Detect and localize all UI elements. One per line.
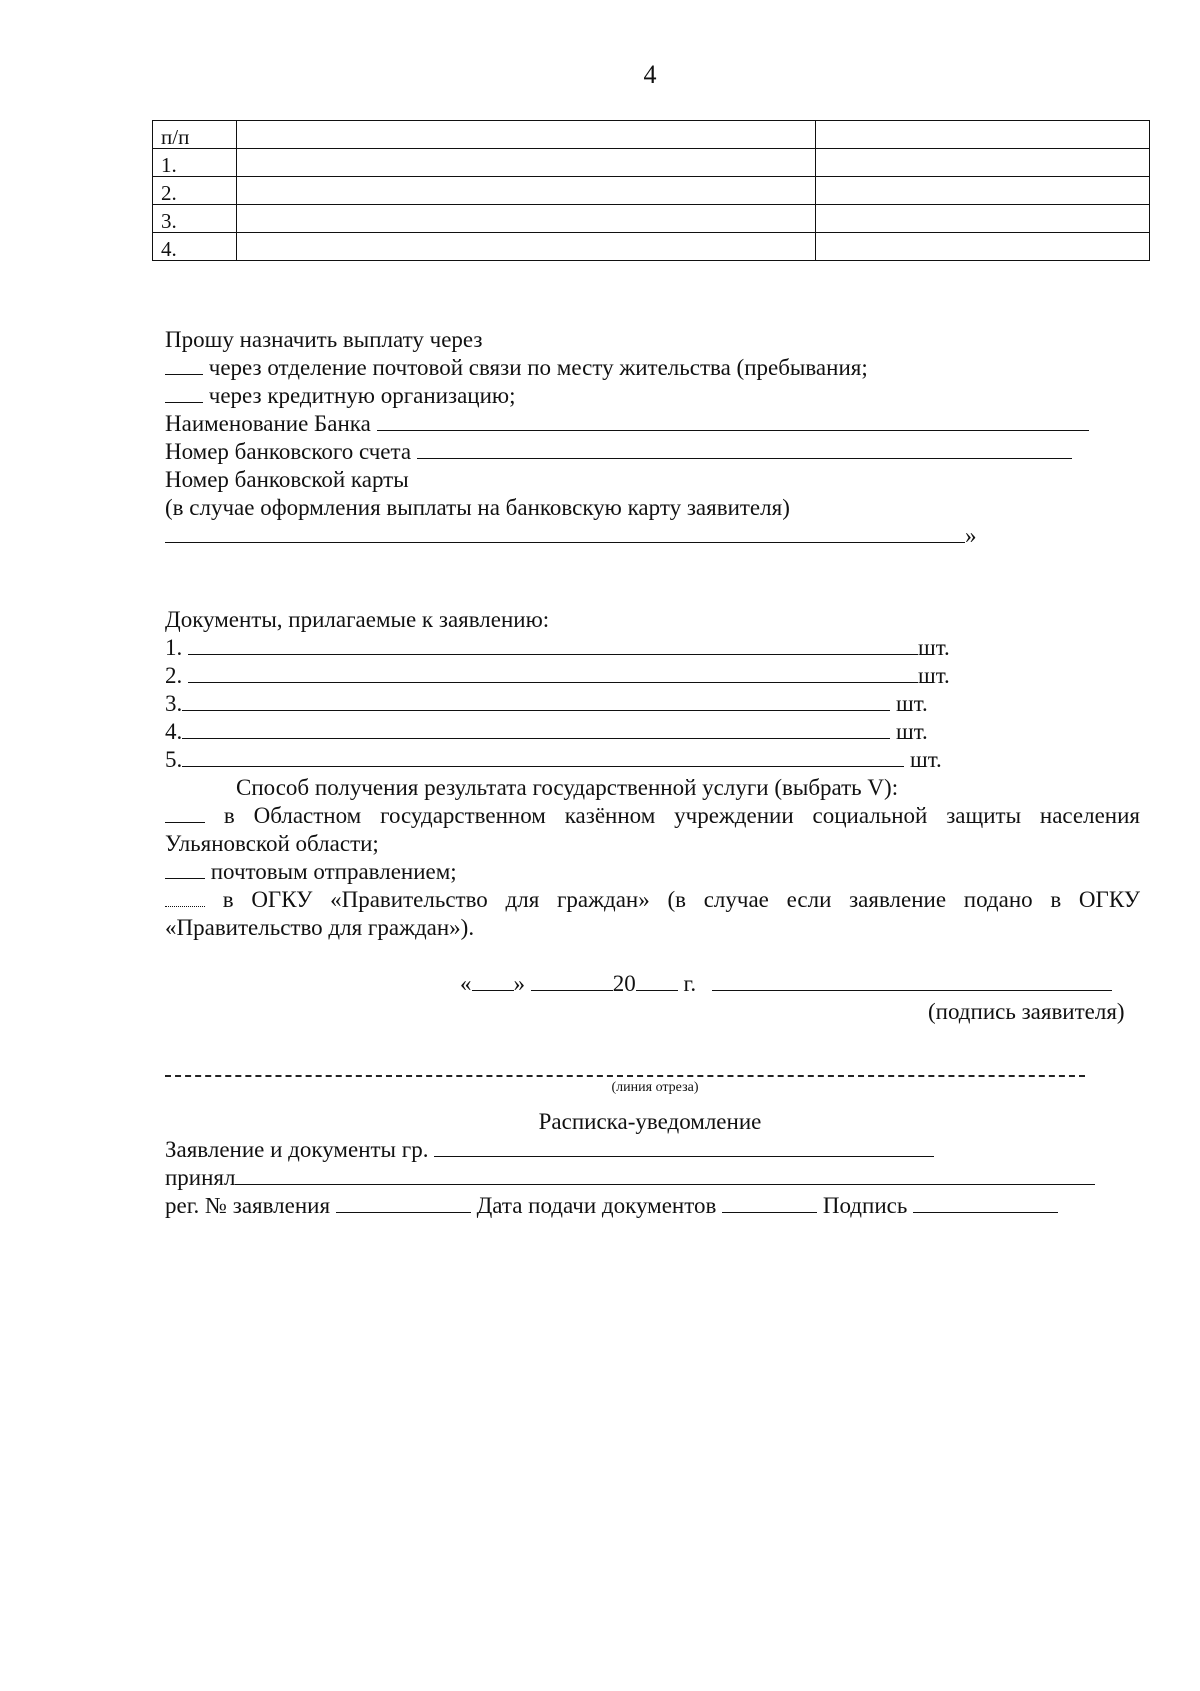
bank-card-note: (в случае оформления выплаты на банковскую карту заявителя) <box>165 495 790 520</box>
table-row <box>153 149 1150 177</box>
receipt-reg-field[interactable] <box>336 1192 471 1213</box>
closing-quote: » <box>965 523 977 548</box>
table-cell[interactable] <box>237 233 816 261</box>
applicants-table <box>152 120 1150 261</box>
payment-credit-checkbox[interactable] <box>165 382 203 403</box>
payment-option-credit <box>165 382 515 410</box>
result-option-ogku <box>165 886 1140 942</box>
result-option-office <box>165 802 1140 858</box>
year-prefix: 20 <box>612 971 636 996</box>
result-option-ogku-label: в ОГКУ «Правительство для граждан» (в случае если заявление подано в ОГКУ «Правительство для граждан»). <box>165 887 1141 940</box>
receipt-accepted-label: принял <box>165 1165 236 1190</box>
close-quote: » <box>513 971 525 996</box>
bank-card-label: Номер банковской карты <box>165 467 409 492</box>
table-cell[interactable] <box>816 233 1150 261</box>
payment-intro: Прошу назначить выплату через <box>165 327 483 352</box>
page-number: 4 <box>643 60 657 89</box>
result-option-mail <box>165 858 457 886</box>
bank-name-field[interactable] <box>377 410 1089 431</box>
table-row <box>153 177 1150 205</box>
receipt-date-field[interactable] <box>722 1192 817 1213</box>
receipt-title: Расписка-уведомление <box>538 1109 762 1134</box>
result-heading: Способ получения результата государственной услуги (выбрать V): <box>236 775 899 800</box>
receipt-reg-label: рег. № заявления <box>165 1193 331 1218</box>
table-cell[interactable] <box>237 177 816 205</box>
document-item-unit: шт. <box>910 747 942 772</box>
document-field[interactable] <box>182 746 904 767</box>
payment-post-checkbox[interactable] <box>165 354 203 375</box>
document-item <box>165 746 942 774</box>
receipt-accepted-row <box>165 1164 1095 1192</box>
bank-account-row <box>165 438 1072 466</box>
applicant-signature-field[interactable] <box>712 970 1112 991</box>
bank-name-row <box>165 410 1089 438</box>
document-item <box>165 662 950 690</box>
document-field[interactable] <box>188 662 918 683</box>
result-option-mail-label: почтовым отправлением; <box>210 859 457 884</box>
receipt-reg-row <box>165 1192 1058 1220</box>
month-field[interactable] <box>531 970 613 991</box>
receipt-sign-field[interactable] <box>913 1192 1058 1213</box>
open-quote: « <box>460 971 472 996</box>
table-cell-num: 3. <box>153 205 237 233</box>
bank-account-label: Номер банковского счета <box>165 439 412 464</box>
document-item-unit: шт. <box>896 691 928 716</box>
result-option-office-label: в Областном государственном казённом учреждении социальной защиты населения Ульяновской области; <box>165 803 1140 856</box>
document-item <box>165 718 928 746</box>
cut-line <box>165 1075 1085 1077</box>
receipt-statement-row <box>165 1136 934 1164</box>
bank-card-row <box>165 522 977 550</box>
document-field[interactable] <box>188 634 918 655</box>
table-cell[interactable] <box>816 149 1150 177</box>
day-field[interactable] <box>472 970 514 991</box>
receipt-sign-label: Подпись <box>822 1193 908 1218</box>
document-field[interactable] <box>182 718 890 739</box>
payment-option-post <box>165 354 868 382</box>
table-row <box>153 121 1150 149</box>
bank-card-field[interactable] <box>165 522 965 543</box>
table-cell-num: 4. <box>153 233 237 261</box>
bank-account-field[interactable] <box>417 438 1072 459</box>
table-cell[interactable] <box>816 205 1150 233</box>
table-cell[interactable] <box>816 121 1150 149</box>
document-item-unit: шт. <box>896 719 928 744</box>
receipt-date-label: Дата подачи документов <box>476 1193 717 1218</box>
document-item-unit: шт. <box>918 635 950 660</box>
table-row <box>153 205 1150 233</box>
year-field[interactable] <box>636 970 678 991</box>
table-cell[interactable] <box>237 149 816 177</box>
date-line <box>460 970 1112 998</box>
document-item-num: 1. <box>165 635 183 660</box>
document-item-num: 5. <box>165 747 183 772</box>
year-suffix: г. <box>683 971 697 996</box>
table-cell[interactable] <box>237 205 816 233</box>
document-item-num: 2. <box>165 663 183 688</box>
receipt-citizen-field[interactable] <box>434 1136 934 1157</box>
result-ogku-checkbox[interactable] <box>165 886 205 907</box>
documents-heading: Документы, прилагаемые к заявлению: <box>165 607 550 632</box>
table-row <box>153 233 1150 261</box>
document-field[interactable] <box>182 690 890 711</box>
table-cell-num: п/п <box>153 121 237 149</box>
table-cell[interactable] <box>237 121 816 149</box>
table-cell[interactable] <box>816 177 1150 205</box>
payment-option-post-label: через отделение почтовой связи по месту жительства (пребывания; <box>208 355 868 380</box>
document-item-num: 4. <box>165 719 183 744</box>
table-cell-num: 1. <box>153 149 237 177</box>
result-mail-checkbox[interactable] <box>165 858 205 879</box>
result-office-checkbox[interactable] <box>165 802 205 823</box>
document-item <box>165 690 928 718</box>
receipt-statement-label: Заявление и документы гр. <box>165 1137 429 1162</box>
payment-option-credit-label: через кредитную организацию; <box>208 383 516 408</box>
signature-caption: (подпись заявителя) <box>928 999 1125 1024</box>
table-cell-num: 2. <box>153 177 237 205</box>
bank-name-label: Наименование Банка <box>165 411 371 436</box>
document-item <box>165 634 950 662</box>
cut-line-label: (линия отреза) <box>560 1080 750 1096</box>
receipt-accepted-field[interactable] <box>235 1164 1095 1185</box>
document-item-num: 3. <box>165 691 183 716</box>
document-item-unit: шт. <box>918 663 950 688</box>
